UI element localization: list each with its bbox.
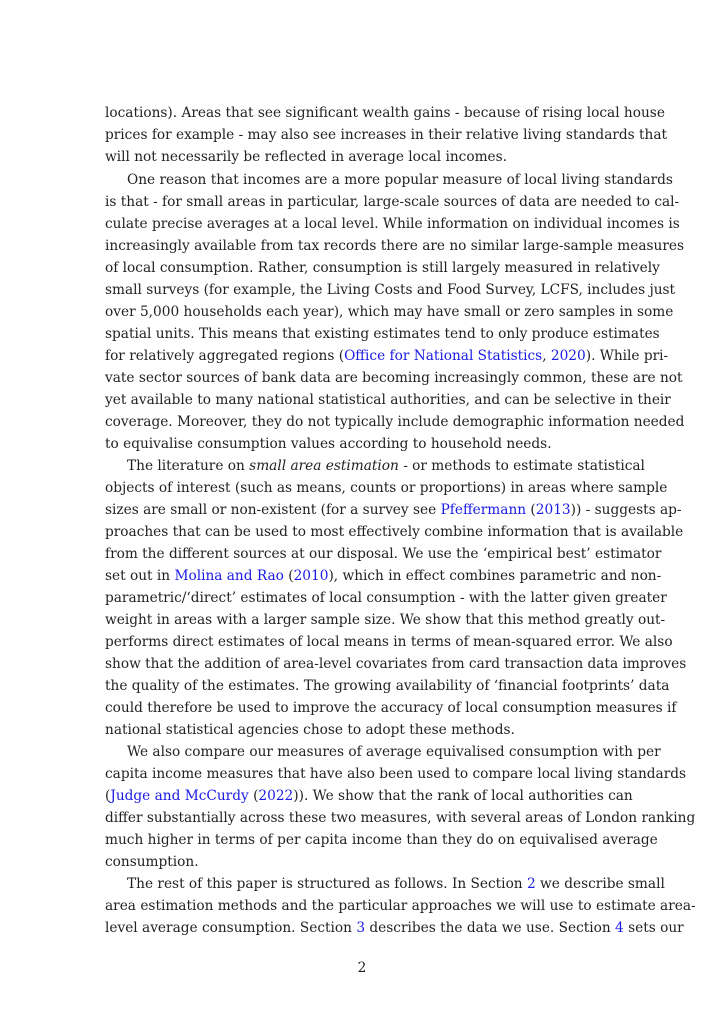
text-line bbox=[127, 874, 665, 895]
text-line: yet available to many national statistical authorities, and can be selective in their bbox=[105, 392, 671, 408]
text-line: of local consumption. Rather, consumption is still largely measured in relatively bbox=[105, 260, 660, 276]
text-line: proaches that can be used to most effectively combine information that is available bbox=[105, 524, 684, 540]
page-number: 2 bbox=[357, 960, 367, 976]
text-line: will not necessarily be reflected in average local incomes. bbox=[105, 149, 508, 165]
citation-link[interactable]: Office for National Statistics bbox=[344, 348, 543, 364]
text-line: show that the addition of area-level covariates from card transaction data improves bbox=[105, 656, 687, 672]
text-line: locations). Areas that see significant wealth gains - because of rising local house bbox=[105, 105, 665, 121]
section-link[interactable]: 4 bbox=[615, 920, 624, 936]
text-line: small surveys (for example, the Living Costs and Food Survey, LCFS, includes just bbox=[105, 282, 676, 298]
text-line: culate precise averages at a local level. While information on individual incomes is bbox=[105, 216, 680, 232]
emphasis-text: small area estimation bbox=[249, 458, 399, 474]
text-line: capita income measures that have also been used to compare local living standards bbox=[105, 766, 687, 782]
text-line bbox=[105, 566, 662, 587]
text-span: ( bbox=[526, 502, 536, 518]
text-span: set out in bbox=[105, 568, 175, 584]
text-line: One reason that incomes are a more popular measure of local living standards bbox=[127, 172, 673, 188]
text-line: over 5,000 households each year), which may have small or zero samples in some bbox=[105, 304, 674, 320]
citation-year-link[interactable]: 2020 bbox=[550, 348, 586, 364]
text-line: is that - for small areas in particular, large-scale sources of data are needed to cal- bbox=[105, 194, 680, 210]
text-line: consumption. bbox=[105, 854, 199, 870]
text-span: ( bbox=[248, 788, 259, 804]
text-line: performs direct estimates of local means in terms of mean-squared error. We also bbox=[105, 634, 673, 650]
text-line: the quality of the estimates. The growing availability of ‘financial footprints’ data bbox=[105, 678, 670, 694]
text-span: The literature on bbox=[127, 458, 250, 474]
text-span: we describe small bbox=[535, 876, 665, 892]
citation-year-link[interactable]: 2022 bbox=[258, 788, 294, 804]
text-span: )) - suggests ap- bbox=[570, 502, 682, 518]
text-span: sets our bbox=[623, 920, 684, 936]
text-line: much higher in terms of per capita income than they do on equivalised average bbox=[105, 832, 658, 848]
text-span: )). We show that the rank of local authorities can bbox=[293, 788, 633, 804]
text-line: We also compare our measures of average equivalised consumption with per bbox=[127, 744, 661, 760]
text-line: coverage. Moreover, they do not typically include demographic information needed bbox=[105, 414, 685, 430]
text-span: The rest of this paper is structured as follows. In Section bbox=[127, 876, 527, 892]
section-link[interactable]: 3 bbox=[356, 920, 366, 936]
text-span: ( bbox=[105, 788, 111, 804]
citation-year-link[interactable]: 2013 bbox=[535, 502, 571, 518]
citation-link[interactable]: Judge and McCurdy bbox=[110, 788, 249, 804]
text-span: ), which in effect combines parametric and non- bbox=[328, 568, 662, 584]
text-line bbox=[105, 500, 682, 521]
text-line: to equivalise consumption values according to household needs. bbox=[105, 436, 552, 452]
text-line: increasingly available from tax records there are no similar large-sample measures bbox=[105, 238, 685, 254]
text-line: parametric/‘direct’ estimates of local consumption - with the latter given greater bbox=[105, 590, 667, 606]
text-line: weight in areas with a larger sample size. We show that this method greatly out- bbox=[105, 612, 666, 628]
text-span: , bbox=[542, 348, 551, 364]
citation-link[interactable]: Molina and Rao bbox=[174, 568, 284, 584]
text-line bbox=[105, 918, 684, 939]
text-span: for relatively aggregated regions ( bbox=[105, 348, 345, 364]
text-span: sizes are small or non-existent (for a survey see bbox=[105, 502, 441, 518]
text-line: differ substantially across these two measures, with several areas of London ranking bbox=[105, 810, 696, 826]
text-line: vate sector sources of bank data are becoming increasingly common, these are not bbox=[105, 370, 683, 386]
text-span: - or methods to estimate statistical bbox=[398, 458, 645, 474]
text-line bbox=[105, 786, 633, 807]
text-line bbox=[127, 456, 645, 477]
citation-year-link[interactable]: 2010 bbox=[293, 568, 329, 584]
text-span: ). While pri- bbox=[585, 348, 669, 364]
text-span: level average consumption. Section bbox=[105, 920, 357, 936]
text-line: spatial units. This means that existing estimates tend to only produce estimates bbox=[105, 326, 660, 342]
text-line bbox=[105, 346, 669, 367]
text-span: ( bbox=[283, 568, 294, 584]
section-link[interactable]: 2 bbox=[526, 876, 536, 892]
text-line: could therefore be used to improve the accuracy of local consumption measures if bbox=[105, 700, 677, 716]
text-line: from the different sources at our disposal. We use the ‘empirical best’ estimator bbox=[105, 546, 662, 562]
text-line: national statistical agencies chose to adopt these methods. bbox=[105, 722, 515, 738]
text-line: area estimation methods and the particular approaches we will use to estimate area- bbox=[105, 898, 696, 914]
citation-link[interactable]: Pfeffermann bbox=[440, 502, 527, 518]
text-line: objects of interest (such as means, counts or proportions) in areas where sample bbox=[105, 480, 668, 496]
text-line: prices for example - may also see increases in their relative living standards that bbox=[105, 127, 668, 143]
text-span: describes the data we use. Section bbox=[365, 920, 616, 936]
